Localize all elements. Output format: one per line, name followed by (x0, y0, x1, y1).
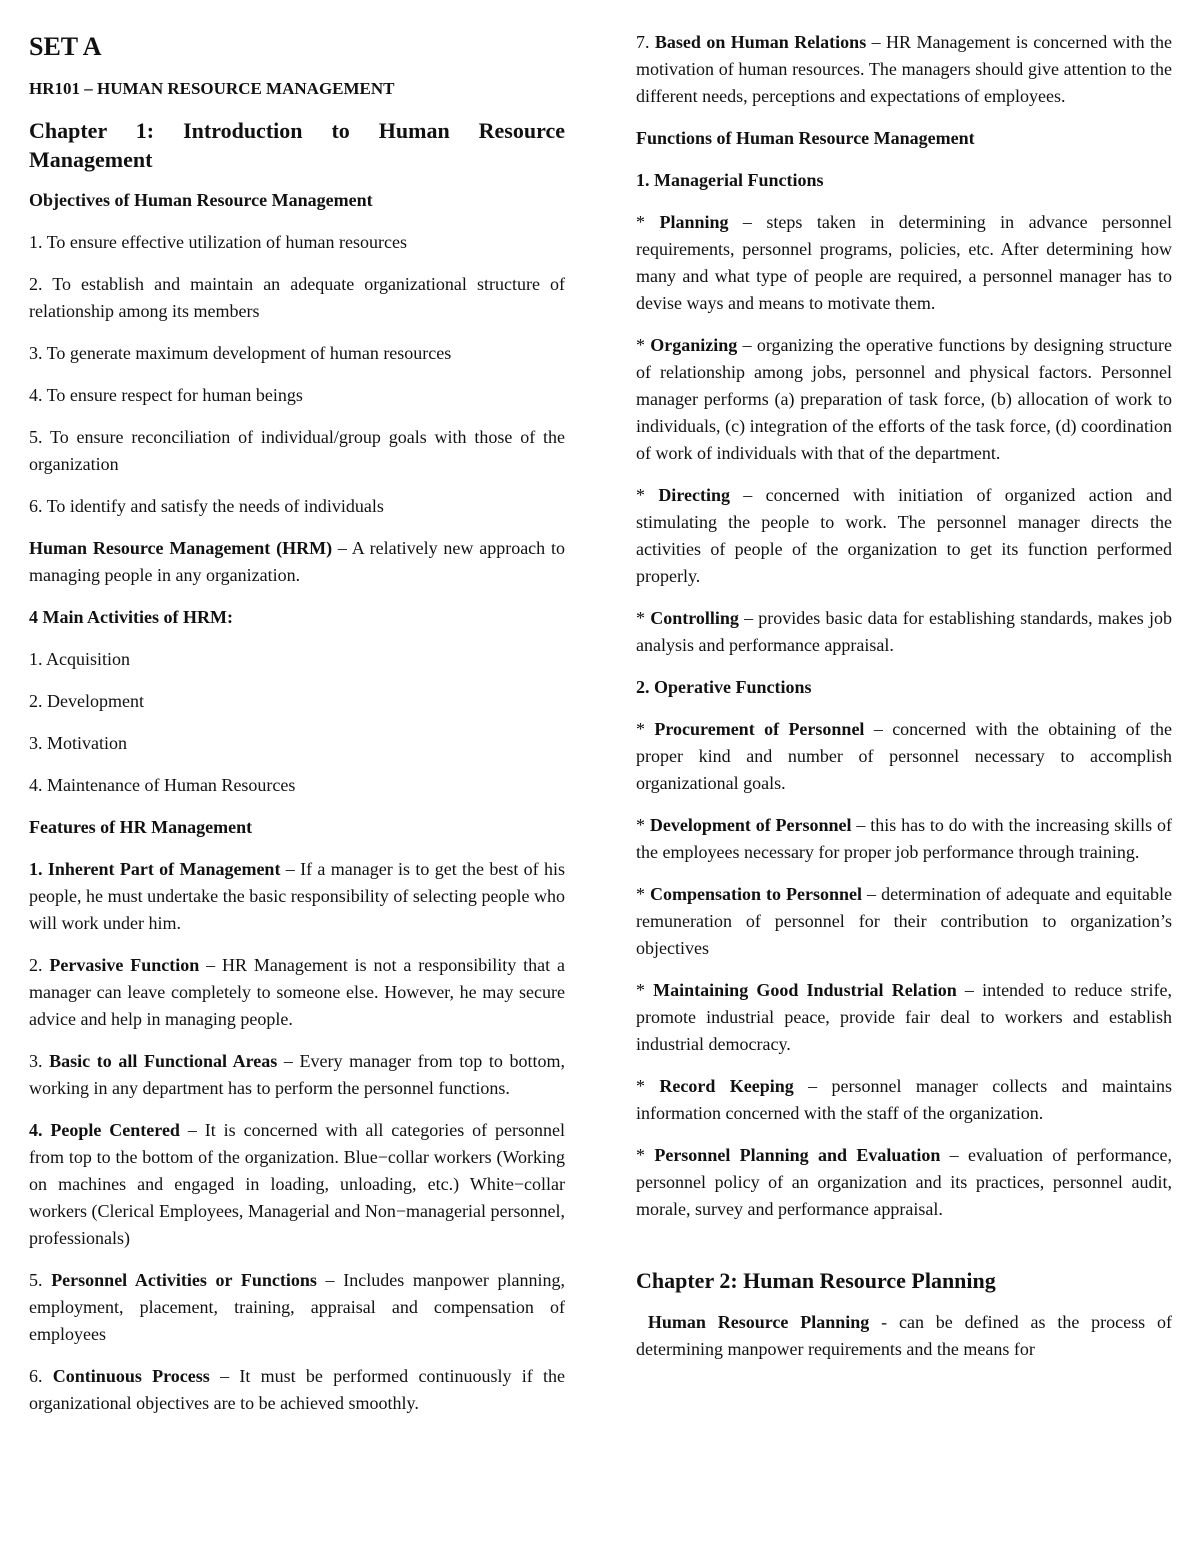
feature-text: – It is concerned with all categories of personnel from top to the bottom of the organization. Blue−collar workers (Working on machines and engaged in loading, unloading, etc.) White−collar workers (Clerical Employees, Managerial and Non−managerial personnel, professionals) (29, 1120, 565, 1248)
left-column (29, 0, 565, 1432)
function-text: – this has to do with the increasing skills of the employees necessary for proper job performance through training. (636, 815, 1173, 862)
function-term: Procurement of Personnel (654, 719, 865, 739)
feature-term: Basic to all Functional Areas (49, 1051, 278, 1071)
operative-function-item (636, 812, 1172, 866)
feature-item (29, 1363, 565, 1417)
feature-prefix: 6. (29, 1366, 53, 1386)
function-term: Record Keeping (659, 1076, 794, 1096)
functions-heading: Functions of Human Resource Management (636, 128, 975, 148)
objective-item: 6. To identify and satisfy the needs of individuals (29, 496, 384, 516)
feature-item (29, 1048, 565, 1102)
activity-item: 3. Motivation (29, 733, 127, 753)
bullet-prefix: * (636, 1145, 655, 1165)
feature-text: – It must be performed continuously if the organizational objectives are to be achieved smoothly. (29, 1366, 566, 1413)
managerial-function-item (636, 482, 1172, 590)
hrp-definition (636, 1309, 1172, 1363)
function-term: Organizing (650, 335, 738, 355)
hrp-definition-text: - can be defined as the process of determining manpower requirements and the means for (636, 1312, 1172, 1359)
activity-item: 4. Maintenance of Human Resources (29, 775, 296, 795)
bullet-prefix: * (636, 815, 650, 835)
objectives-heading: Objectives of Human Resource Management (29, 190, 373, 210)
bullet-prefix: * (636, 212, 660, 232)
bullet-prefix: * (636, 485, 659, 505)
hrm-term: Human Resource Management (HRM) (29, 538, 333, 558)
function-term: Compensation to Personnel (650, 884, 863, 904)
hrp-term: Human Resource Planning (647, 1312, 870, 1332)
managerial-function-item (636, 332, 1172, 467)
function-text: – concerned with initiation of organized action and stimulating the people to work. The personnel manager directs the activities of people of the organization to get its function performed properly. (636, 485, 1172, 586)
chapter-1-title: Chapter 1: Introduction to Human Resource Management (29, 118, 565, 172)
activity-item: 2. Development (29, 691, 144, 711)
bullet-prefix: * (636, 980, 654, 1000)
objective-item: 3. To generate maximum development of human resources (29, 343, 452, 363)
feature-item (636, 29, 1172, 110)
operative-function-item (636, 1073, 1172, 1127)
feature-item (29, 1117, 565, 1252)
operative-function-item (636, 716, 1172, 797)
operative-function-item (636, 881, 1172, 962)
function-text: – determination of adequate and equitable remuneration of personnel for their contribution to organization’s objectives (636, 884, 1172, 958)
operative-functions-heading: 2. Operative Functions (636, 677, 812, 697)
function-term: Controlling (650, 608, 739, 628)
operative-function-item (636, 977, 1172, 1058)
bullet-prefix: * (636, 884, 651, 904)
objective-item: 4. To ensure respect for human beings (29, 385, 303, 405)
function-term: Personnel Planning and Evaluation (654, 1145, 941, 1165)
feature-item (29, 856, 565, 937)
set-title: SET A (29, 32, 102, 61)
activities-heading: 4 Main Activities of HRM: (29, 607, 233, 627)
feature-term: Continuous Process (52, 1366, 210, 1386)
function-text: – intended to reduce strife, promote industrial peace, provide fair deal to workers and establish industrial democracy. (636, 980, 1172, 1054)
features-heading: Features of HR Management (29, 817, 253, 837)
function-text: – organizing the operative functions by designing structure of relationship among jobs, personnel and physical factors. Personnel manager performs (a) preparation of task force, (b) allocation of work to individuals, (c) integration of the efforts of the task force, (d) coordination of work of individuals with that of the department. (636, 335, 1172, 463)
feature-term: Pervasive Function (49, 955, 200, 975)
managerial-function-item (636, 605, 1172, 659)
managerial-functions-heading: 1. Managerial Functions (636, 170, 824, 190)
function-term: Maintaining Good Industrial Relation (653, 980, 957, 1000)
function-term: Development of Personnel (649, 815, 852, 835)
bullet-prefix: * (636, 719, 655, 739)
activity-item: 1. Acquisition (29, 649, 131, 669)
feature-term: 1. Inherent Part of Management (29, 859, 281, 879)
feature-prefix: 5. (29, 1270, 52, 1290)
function-text: – steps taken in determining in advance personnel requirements, personnel programs, policies, etc. After determining how many and what type of people are required, a personnel manager has to devise ways and means to motivate them. (636, 212, 1172, 313)
function-text: – personnel manager collects and maintains information concerned with the staff of the organization. (636, 1076, 1172, 1123)
feature-text: – If a manager is to get the best of his people, he must undertake the basic responsibility of selecting people who will work under him. (29, 859, 565, 933)
objective-item: 2. To establish and maintain an adequate organizational structure of relationship among its members (29, 274, 565, 321)
bullet-prefix: * (636, 1076, 660, 1096)
feature-term: Based on Human Relations (654, 32, 867, 52)
feature-item (29, 1267, 565, 1348)
hrm-definition-text: – A relatively new approach to managing people in any organization. (29, 538, 565, 585)
objective-item: 1. To ensure effective utilization of human resources (29, 232, 407, 252)
objective-item: 5. To ensure reconciliation of individual/group goals with those of the organization (29, 427, 565, 474)
feature-prefix: 7. (636, 32, 655, 52)
function-text: – provides basic data for establishing standards, makes job analysis and performance appraisal. (636, 608, 1173, 655)
right-column (636, 29, 1172, 1378)
function-term: Directing (658, 485, 730, 505)
function-text: – concerned with the obtaining of the proper kind and number of personnel necessary to accomplish organizational goals. (636, 719, 1173, 793)
feature-term: 4. People Centered (29, 1120, 180, 1140)
feature-term: Personnel Activities or Functions (51, 1270, 317, 1290)
feature-text: – Includes manpower planning, employment, placement, training, appraisal and compensation of employees (29, 1270, 566, 1344)
bullet-prefix: * (636, 335, 651, 355)
hrm-definition (29, 535, 565, 589)
feature-text: – HR Management is not a responsibility that a manager can leave completely to someone else. However, he may secure advice and help in managing people. (29, 955, 566, 1029)
managerial-function-item (636, 209, 1172, 317)
course-title: HR101 – HUMAN RESOURCE MANAGEMENT (29, 79, 395, 98)
feature-prefix: 2. (29, 955, 50, 975)
feature-item (29, 952, 565, 1033)
feature-text: – HR Management is concerned with the motivation of human resources. The managers should give attention to the different needs, perceptions and expectations of employees. (636, 32, 1173, 106)
chapter-2-title: Chapter 2: Human Resource Planning (636, 1268, 996, 1293)
function-term: Planning (659, 212, 729, 232)
function-text: – evaluation of performance, personnel policy of an organization and its practices, personnel audit, morale, survey and performance appraisal. (636, 1145, 1173, 1219)
operative-function-item (636, 1142, 1172, 1223)
feature-prefix: 3. (29, 1051, 50, 1071)
bullet-prefix: * (636, 608, 651, 628)
feature-text: – Every manager from top to bottom, working in any department has to perform the personnel functions. (29, 1051, 566, 1098)
